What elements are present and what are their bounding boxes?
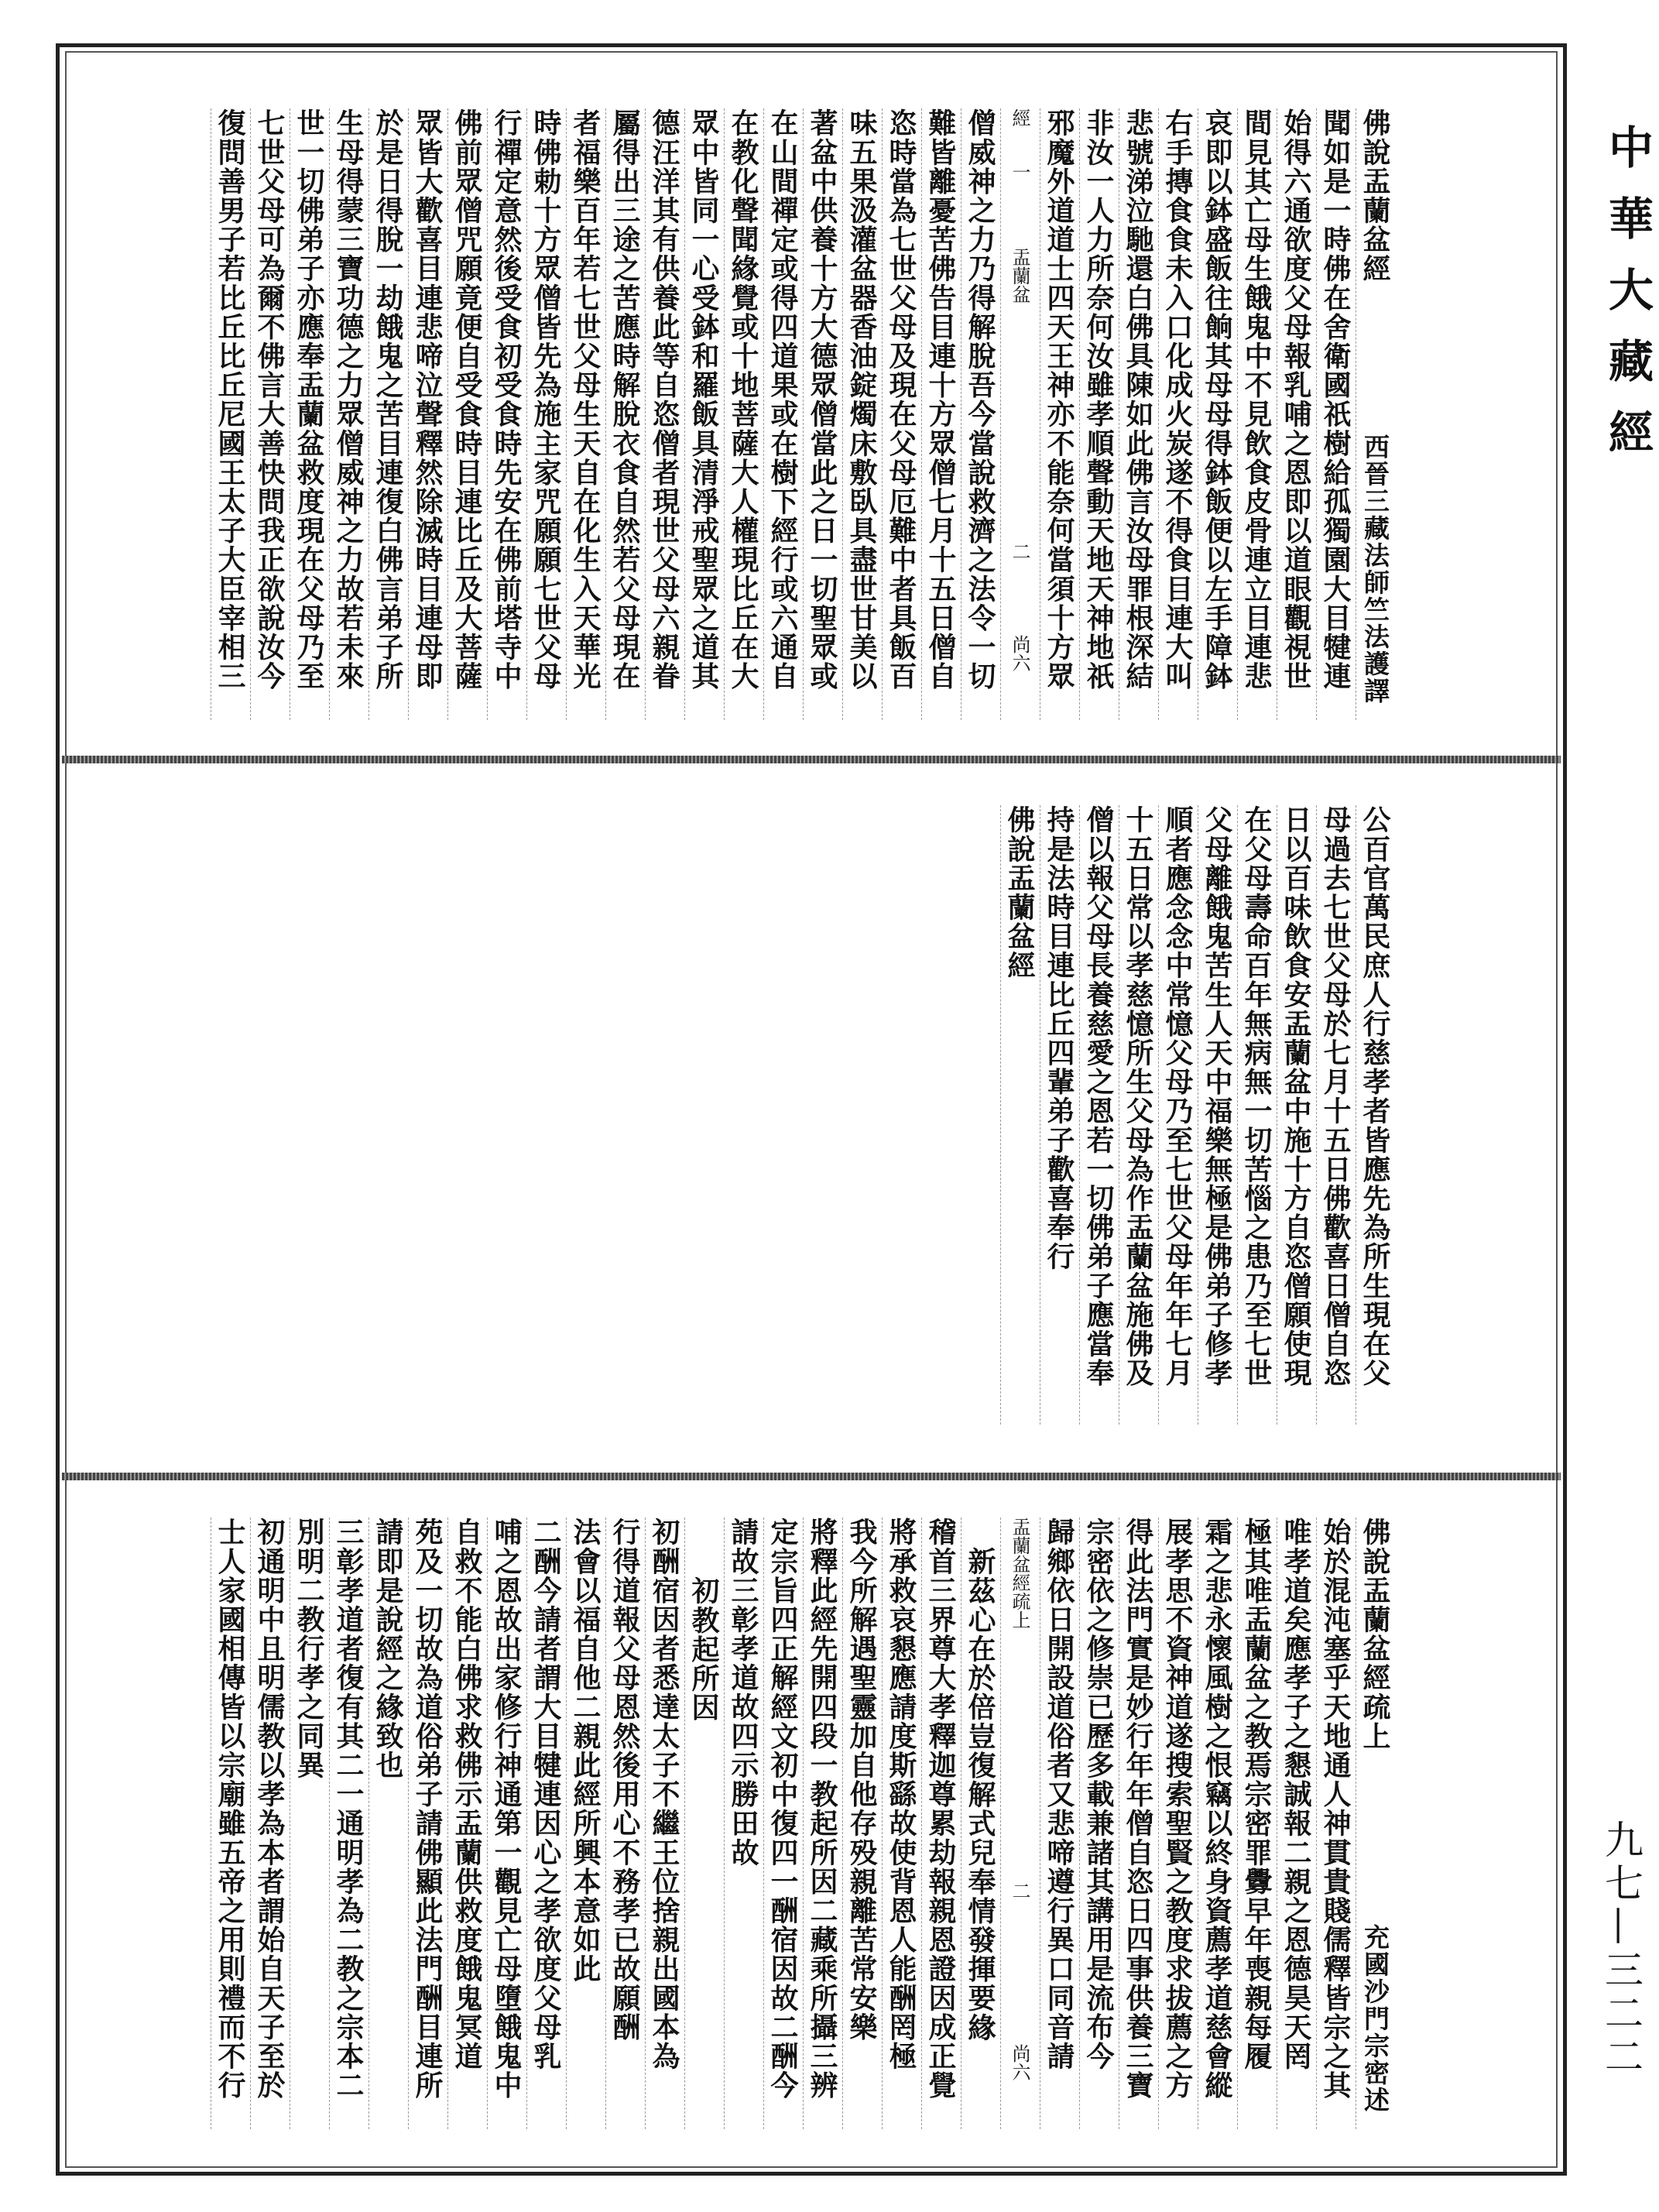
text-column: [211, 1518, 250, 2129]
text-column: [329, 108, 368, 720]
text-column: [1198, 1518, 1237, 2129]
translator-attribution: 充國沙門宗密述: [1360, 1924, 1390, 2114]
text-column: [487, 108, 526, 720]
text-line: 唯孝道矣應孝子之懇誠報二親之恩德昊天罔: [1280, 1518, 1312, 2071]
text-column: [408, 108, 447, 720]
margin-label: 二: [1009, 1881, 1030, 1900]
text-line: 別明二教行孝之同異: [293, 1518, 325, 1780]
text-column: [645, 1518, 684, 2129]
text-column: [447, 1518, 487, 2129]
text-line: 新茲心在於倍豈復解式兒奉情發揮要緣: [964, 1547, 996, 2042]
text-column: [1000, 805, 1040, 1425]
text-line: 自救不能白佛求救佛示盂蘭供救度餓鬼冥道: [451, 1518, 483, 2071]
text-line: 生母得蒙三寶功德之力眾僧威神之力故若未來: [332, 108, 365, 691]
text-column: [684, 108, 724, 720]
text-line: 法會以福自他二親此經所興本意如此: [569, 1518, 602, 1984]
text-column: [408, 1518, 447, 2129]
text-column: [526, 108, 566, 720]
text-column: [1119, 1518, 1158, 2129]
text-column: [1040, 108, 1079, 720]
text-line: 佛前眾僧咒願竟便自受食時目連比丘及大菩薩: [451, 108, 483, 691]
text-line: 悲號涕泣馳還白佛具陳如此佛言汝母罪根深結: [1122, 108, 1154, 691]
text-line: 父母離餓鬼苦生人天中福樂無極是佛弟子修孝: [1201, 805, 1233, 1387]
text-line: 僧威神之力乃得解脫吾今當說救濟之法令一切: [964, 108, 996, 691]
text-column: [526, 1518, 566, 2129]
text-line: 我今所解遇聖靈加自他存殁親離苦常安樂: [845, 1518, 878, 2042]
text-column: [1237, 108, 1277, 720]
scripture-title: 佛說盂蘭盆經: [1359, 108, 1391, 283]
text-line: 僧以報父母長養慈愛之恩若一切佛弟子應當奉: [1082, 805, 1115, 1387]
text-column: [605, 108, 645, 720]
title-column: [1356, 1518, 1395, 2129]
text-column: [447, 108, 487, 720]
text-column: [290, 1518, 329, 2129]
text-line: 行得道報父母恩然後用心不務孝已故願酬: [608, 1518, 641, 2042]
text-line: 非汝一人力所奈何汝雖孝順聲動天地天神地祇: [1082, 108, 1115, 691]
text-column: [921, 108, 961, 720]
text-column: [882, 108, 921, 720]
text-column: [368, 1518, 408, 2129]
title-column: [1356, 108, 1395, 720]
translator-attribution: 西晉三藏法師竺法護譯: [1360, 434, 1390, 705]
text-column: [803, 108, 842, 720]
text-line: 味五果汲灌盆器香油錠燭床敷臥具盡世甘美以: [845, 108, 878, 691]
text-column: [1198, 805, 1237, 1425]
text-line: 公百官萬民庶人行慈孝者皆應先為所生現在父: [1359, 805, 1391, 1387]
text-line: 在山間禪定或得四道果或在樹下經行或六通自: [766, 108, 799, 691]
text-column: [803, 1518, 842, 2129]
text-column: [882, 1518, 921, 2129]
section-divider: [62, 756, 1561, 763]
text-line: 宗密依之修崇已歷多載兼諸其講用是流布今: [1082, 1518, 1115, 2071]
text-column: [645, 108, 684, 720]
text-line: 士人家國相傳皆以宗廟雖五帝之用則禮而不行: [214, 1518, 246, 2100]
margin-label: 二: [1009, 542, 1030, 561]
text-column: [368, 108, 408, 720]
margin-label: 一: [1009, 163, 1030, 181]
text-column: [1316, 108, 1356, 720]
text-line: 展孝思不資神道遂搜索聖賢之教度求拔薦之方: [1161, 1518, 1194, 2100]
text-line: 於是日得脫一劫餓鬼之苦目連復白佛言弟子所: [372, 108, 404, 691]
scripture-title: 佛說盂蘭盆經疏上: [1359, 1518, 1391, 1751]
top-register: [203, 108, 1395, 720]
text-column: [250, 1518, 290, 2129]
text-line: 請即是說經之緣致也: [372, 1518, 404, 1780]
text-line: 二酬今請者謂大目犍連因心之孝欲度父母乳: [530, 1518, 562, 2071]
text-line: 初酬宿因者悉達太子不繼王位捨親出國本為: [648, 1518, 680, 2071]
text-line: 始得六通欲度父母報乳哺之恩即以道眼觀視世: [1280, 108, 1312, 691]
text-column: [1119, 108, 1158, 720]
text-line: 哀即以鉢盛飯往餉其母母得鉢飯便以左手障鉢: [1201, 108, 1233, 691]
text-column: [842, 1518, 882, 2129]
text-line: 持是法時目連比丘四輩弟子歡喜奉行: [1043, 805, 1075, 1271]
text-column: [1079, 1518, 1119, 2129]
text-column: [566, 1518, 605, 2129]
text-line: 苑及一切故為道俗弟子請佛顯此法門酬目連所: [411, 1518, 444, 2100]
text-column: [1237, 805, 1277, 1425]
text-column: [1079, 108, 1119, 720]
text-line: 邪魔外道道士四天王神亦不能奈何當須十方眾: [1043, 108, 1075, 691]
text-line: 行禪定意然後受食初受食時先安在佛前塔寺中: [490, 108, 523, 691]
text-column: [921, 1518, 961, 2129]
text-line: 世一切佛弟子亦應奉盂蘭盆救度現在父母乃至: [293, 108, 325, 691]
text-line: 初教起所因: [687, 1576, 720, 1722]
text-line: 初通明中且明儒教以孝為本者謂始自天子至於: [253, 1518, 286, 2100]
text-line: 始於混沌塞乎天地通人神貫貴賤儒釋皆宗之其: [1319, 1518, 1352, 2100]
text-line: 眾中皆同一心受鉢和羅飯具清淨戒聖眾之道其: [687, 108, 720, 691]
collection-title: 中華大藏經: [1601, 124, 1654, 480]
middle-register: [203, 805, 1395, 1425]
text-column: [1277, 805, 1316, 1425]
text-line: 十五日常以孝慈憶所生父母為作盂蘭盆施佛及: [1122, 805, 1154, 1387]
text-line: 請故三彰孝道故四示勝田故: [727, 1518, 759, 1867]
margin-label: 盂蘭盆: [1009, 248, 1030, 304]
text-line: 將承救哀懇應請度斯繇故使背恩人能酬罔極: [885, 1518, 917, 2071]
text-line: 歸鄉依日開設道俗者又悲啼遵行異口同音請: [1043, 1518, 1075, 2071]
text-column: [1040, 805, 1079, 1425]
text-column: [487, 1518, 526, 2129]
margin-label-column: [1000, 1518, 1040, 2129]
text-column: [961, 108, 1000, 720]
text-line: 在父母壽命百年無病無一切苦惱之患乃至七世: [1240, 805, 1273, 1387]
text-line: 霜之悲永懷風樹之恨竊以終身資薦孝道慈會縱: [1201, 1518, 1233, 2100]
text-line: 日以百味飲食安盂蘭盆中施十方自恣僧願使現: [1280, 805, 1312, 1387]
text-column: [724, 108, 763, 720]
page-number: 九七—三二二: [1599, 1819, 1644, 2080]
text-column: [1119, 805, 1158, 1425]
section-divider: [62, 1473, 1561, 1480]
text-column: [1198, 108, 1237, 720]
text-line: 將釋此經先開四段一教起所因二藏乘所攝三辨: [806, 1518, 838, 2100]
text-line: 在教化聲聞緣覺或十地菩薩大人權現比丘在大: [727, 108, 759, 691]
text-column: [1237, 1518, 1277, 2129]
text-line: 右手摶食食未入口化成火炭遂不得食目連大叫: [1161, 108, 1194, 691]
margin-label: 尚六: [1009, 2044, 1030, 2081]
text-line: 間見其亡母生餓鬼中不見飲食皮骨連立目連悲: [1240, 108, 1273, 691]
text-line: 極其唯盂蘭盆之教焉宗密罪釁早年喪親每履: [1240, 1518, 1273, 2071]
text-line: 順者應念念中常憶父母乃至七世父母年年七月: [1161, 805, 1194, 1387]
text-line: 屬得出三途之苦應時解脫衣食自然若父母現在: [608, 108, 641, 691]
text-column: [684, 1518, 724, 2129]
text-line: 母過去七世父母於七月十五日佛歡喜日僧自恣: [1319, 805, 1352, 1387]
text-column: [250, 108, 290, 720]
text-line: 得此法門實是妙行年年僧自恣日四事供養三寶: [1122, 1518, 1154, 2100]
text-line: 眾皆大歡喜目連悲啼泣聲釋然除滅時目連母即: [411, 108, 444, 691]
text-line: 哺之恩故出家修行神通第一觀見亡母墮餓鬼中: [490, 1518, 523, 2100]
bottom-register: [203, 1518, 1395, 2129]
text-line: 佛說盂蘭盆經: [1003, 805, 1036, 980]
margin-label-column: [1000, 108, 1040, 720]
text-line: 難皆離憂苦佛告目連十方眾僧七月十五日僧自: [924, 108, 957, 691]
text-line: 稽首三界尊大孝釋迦尊累劫報親恩證因成正覺: [924, 1518, 957, 2100]
text-column: [961, 1518, 1000, 2129]
text-line: 者福樂百年若七世父母生天自在化生入天華光: [569, 108, 602, 691]
text-line: 著盆中供養十方大德眾僧當此之日一切聖眾或: [806, 108, 838, 691]
text-column: [290, 108, 329, 720]
text-line: 恣時當為七世父母及現在父母厄難中者具飯百: [885, 108, 917, 691]
margin-label: 尚六: [1009, 635, 1030, 672]
margin-label: 經: [1009, 108, 1030, 127]
text-column: [329, 1518, 368, 2129]
text-column: [605, 1518, 645, 2129]
text-line: 三彰孝道者復有其二一通明孝為二教之宗本二: [332, 1518, 365, 2100]
text-line: 時佛勅十方眾僧皆先為施主家咒願願七世父母: [530, 108, 562, 691]
text-column: [1277, 1518, 1316, 2129]
text-column: [1277, 108, 1316, 720]
text-column: [763, 108, 803, 720]
text-line: 七世父母可為爾不佛言大善快問我正欲說汝今: [253, 108, 286, 691]
text-column: [211, 108, 250, 720]
text-column: [842, 108, 882, 720]
text-column: [1040, 1518, 1079, 2129]
text-column: [1079, 805, 1119, 1425]
text-column: [1316, 805, 1356, 1425]
margin-label: 盂蘭盆經疏上: [1009, 1518, 1030, 1629]
text-column: [1158, 805, 1198, 1425]
text-line: 定宗旨四正解經文初中復四一酬宿因故二酬今: [766, 1518, 799, 2100]
text-line: 復問善男子若比丘比丘尼國王太子大臣宰相三: [214, 108, 246, 691]
text-line: 德汪洋其有供養此等自恣僧者現世父母六親眷: [648, 108, 680, 691]
text-column: [566, 108, 605, 720]
text-column: [1158, 1518, 1198, 2129]
text-column: [763, 1518, 803, 2129]
text-column: [1316, 1518, 1356, 2129]
text-column: [724, 1518, 763, 2129]
text-column: [1356, 805, 1395, 1425]
text-column: [1158, 108, 1198, 720]
text-line: 聞如是一時佛在舍衛國祇樹給孤獨園大目犍連: [1319, 108, 1352, 691]
